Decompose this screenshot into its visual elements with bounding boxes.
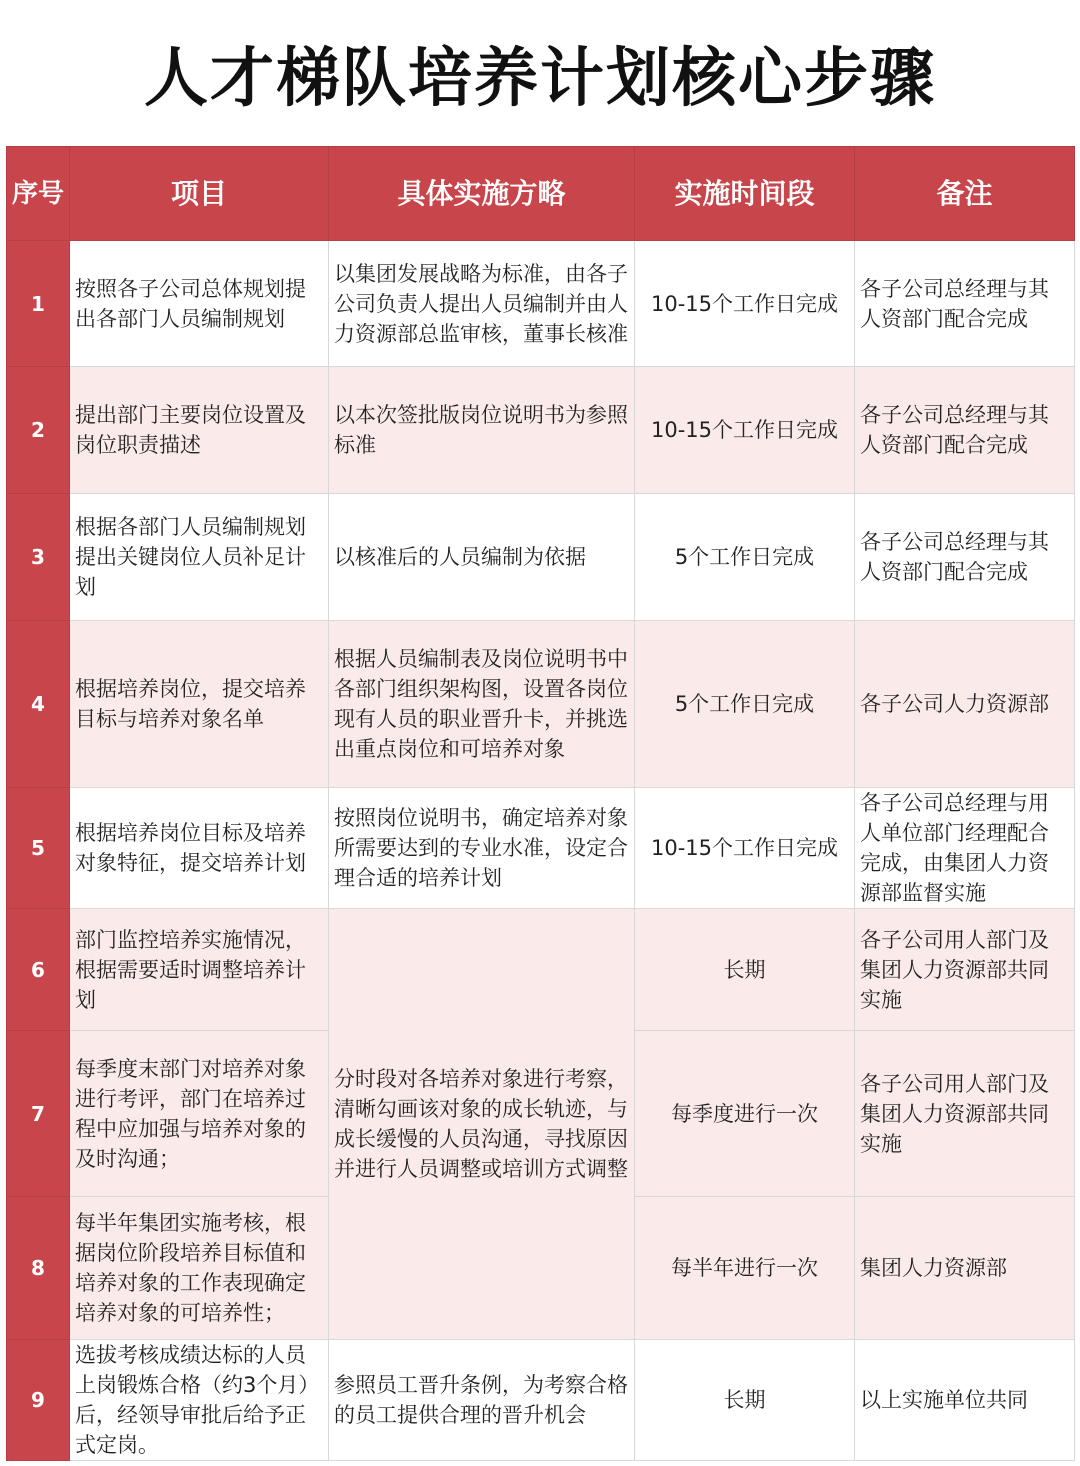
- cell-note: 各子公司总经理与其人资部门配合完成: [855, 241, 1075, 367]
- cell-strategy: 以集团发展战略为标准，由各子公司负责人提出人员编制并由人力资源部总监审核，董事长核准: [329, 241, 635, 367]
- cell-note: 各子公司用人部门及集团人力资源部共同实施: [855, 909, 1075, 1031]
- cell-strategy-merged: 分时段对各培养对象进行考察，清晰勾画该对象的成长轨迹，与成长缓慢的人员沟通，寻找原因并进行人员调整或培训方式调整: [329, 909, 635, 1340]
- table-row: [7, 1340, 1075, 1461]
- table-row: [7, 909, 1075, 1031]
- cell-item: 按照各子公司总体规划提出各部门人员编制规划: [70, 241, 329, 367]
- cell-period: 10-15个工作日完成: [635, 241, 855, 367]
- table-row: [7, 788, 1075, 909]
- cell-note: 各子公司总经理与其人资部门配合完成: [855, 494, 1075, 621]
- cell-item: 提出部门主要岗位设置及岗位职责描述: [70, 367, 329, 494]
- steps-table: [6, 146, 1075, 1461]
- row-number: 7: [7, 1031, 70, 1197]
- cell-item: 部门监控培养实施情况，根据需要适时调整培养计划: [70, 909, 329, 1031]
- cell-period: 每季度进行一次: [635, 1031, 855, 1197]
- cell-note: 各子公司总经理与用人单位部门经理配合完成，由集团人力资源部监督实施: [855, 788, 1075, 909]
- row-number: 8: [7, 1197, 70, 1340]
- cell-note: 各子公司总经理与其人资部门配合完成: [855, 367, 1075, 494]
- cell-period: 长期: [635, 1340, 855, 1461]
- cell-item: 每季度末部门对培养对象进行考评，部门在培养过程中应加强与培养对象的及时沟通；: [70, 1031, 329, 1197]
- table-row: [7, 367, 1075, 494]
- row-number: 3: [7, 494, 70, 621]
- cell-item: 根据各部门人员编制规划提出关键岗位人员补足计划: [70, 494, 329, 621]
- cell-item: 根据培养岗位目标及培养对象特征，提交培养计划: [70, 788, 329, 909]
- row-number: 1: [7, 241, 70, 367]
- cell-period: 长期: [635, 909, 855, 1031]
- header-strategy: 具体实施方略: [329, 147, 635, 241]
- table-row: [7, 241, 1075, 367]
- cell-note: 集团人力资源部: [855, 1197, 1075, 1340]
- header-period: 实施时间段: [635, 147, 855, 241]
- cell-period: 5个工作日完成: [635, 494, 855, 621]
- cell-strategy: 按照岗位说明书，确定培养对象所需要达到的专业水准，设定合理合适的培养计划: [329, 788, 635, 909]
- cell-item: 每半年集团实施考核，根据岗位阶段培养目标值和培养对象的工作表现确定培养对象的可培养性；: [70, 1197, 329, 1340]
- cell-strategy: 根据人员编制表及岗位说明书中各部门组织架构图，设置各岗位现有人员的职业晋升卡，并挑选出重点岗位和可培养对象: [329, 621, 635, 788]
- table-row: [7, 621, 1075, 788]
- cell-strategy: 以本次签批版岗位说明书为参照标准: [329, 367, 635, 494]
- cell-note: 以上实施单位共同: [855, 1340, 1075, 1461]
- cell-strategy: 以核准后的人员编制为依据: [329, 494, 635, 621]
- cell-period: 每半年进行一次: [635, 1197, 855, 1340]
- header-seq: 序号: [7, 147, 70, 241]
- cell-period: 10-15个工作日完成: [635, 367, 855, 494]
- row-number: 9: [7, 1340, 70, 1461]
- cell-period: 10-15个工作日完成: [635, 788, 855, 909]
- cell-strategy: 参照员工晋升条例，为考察合格的员工提供合理的晋升机会: [329, 1340, 635, 1461]
- row-number: 5: [7, 788, 70, 909]
- row-number: 4: [7, 621, 70, 788]
- cell-item: 选拔考核成绩达标的人员上岗锻炼合格（约3个月）后，经领导审批后给予正式定岗。: [70, 1340, 329, 1461]
- header-note: 备注: [855, 147, 1075, 241]
- header-item: 项目: [70, 147, 329, 241]
- cell-period: 5个工作日完成: [635, 621, 855, 788]
- row-number: 2: [7, 367, 70, 494]
- table-header-row: [7, 147, 1075, 241]
- cell-item: 根据培养岗位，提交培养目标与培养对象名单: [70, 621, 329, 788]
- page-title: 人才梯队培养计划核心步骤: [144, 42, 936, 116]
- cell-note: 各子公司人力资源部: [855, 621, 1075, 788]
- cell-note: 各子公司用人部门及集团人力资源部共同实施: [855, 1031, 1075, 1197]
- table-row: [7, 494, 1075, 621]
- row-number: 6: [7, 909, 70, 1031]
